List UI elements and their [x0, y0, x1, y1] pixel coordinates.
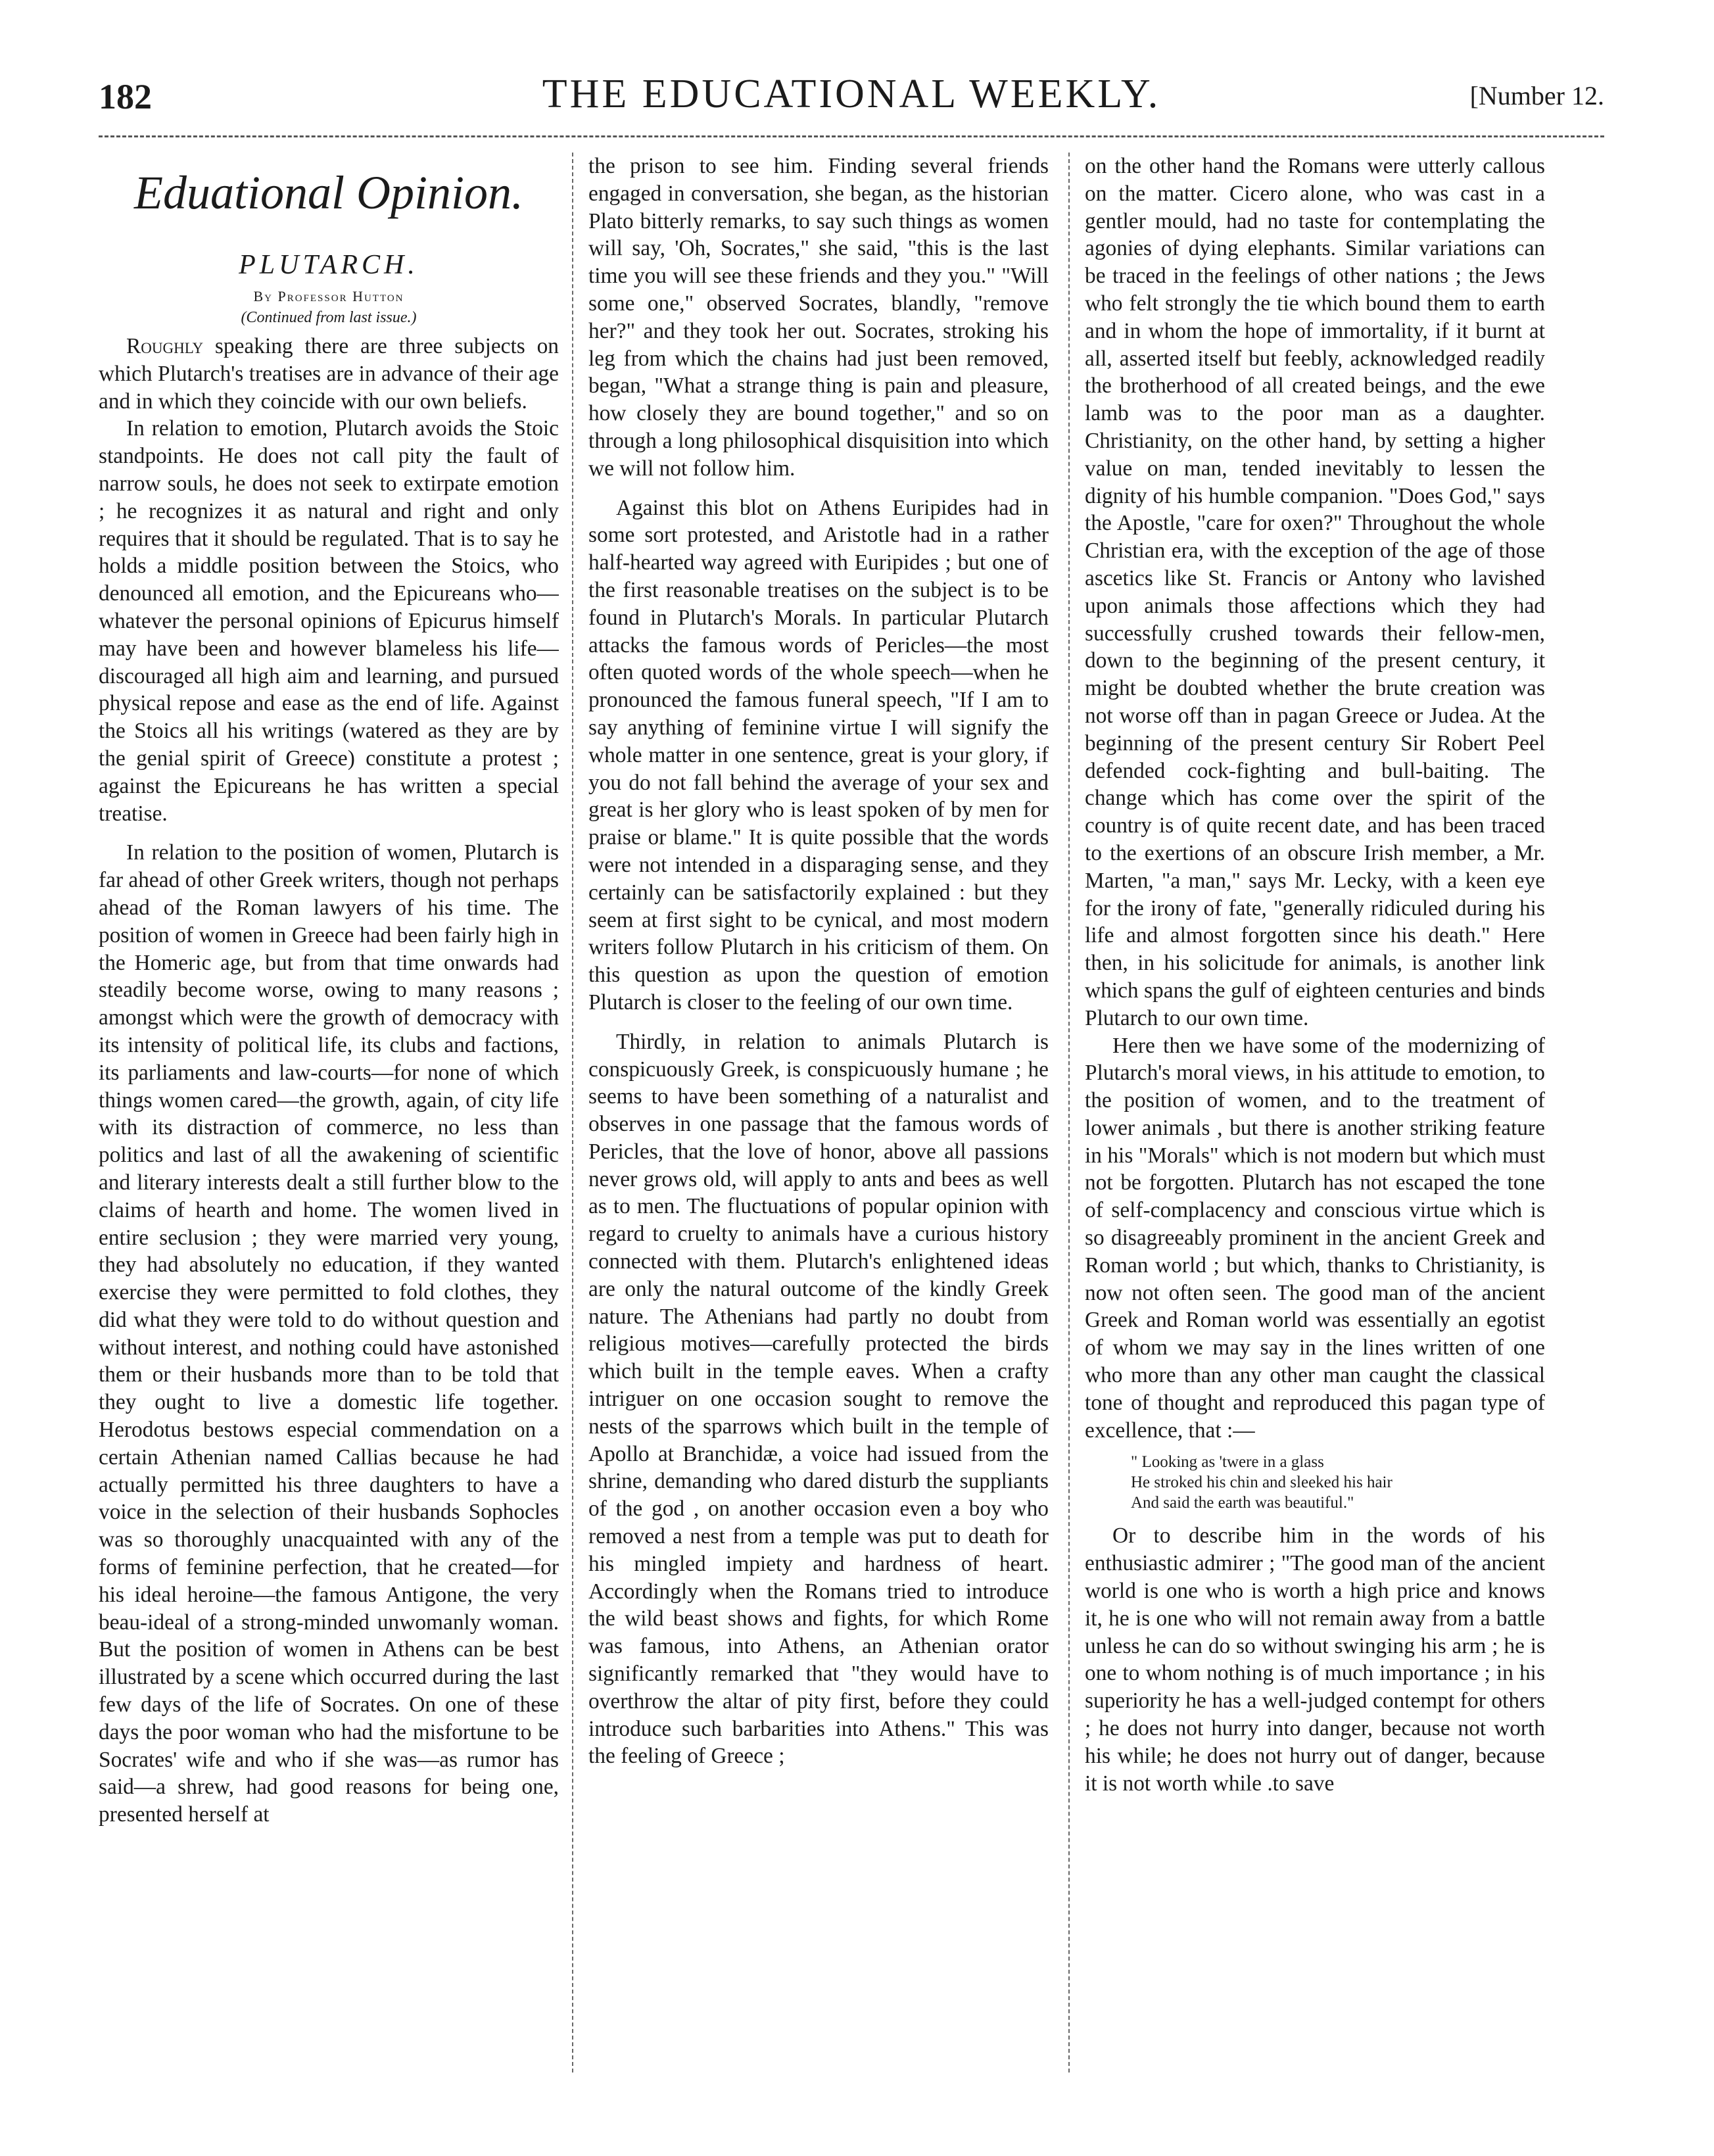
paragraph: Here then we have some of the modernizing of Plutarch's moral views, in his attitude to emotion, to the position of women, and to the treatment of lower animals , but there is another striking feature in his "Morals" which is not modern but which must not be forgotten. Plutarch has not escaped the tone of self-complacency and conscious virtue which is so disagreeably prominent in the ancient Greek and Roman world ; but which, thanks to Christianity, is now not often seen. The good man of the ancient Greek and Roman world was essentially an egotist of whom we may say in the lines written of one who more than any other man caught the classical tone of thought and reproduced this pagan type of excellence, that :— [1085, 1033, 1545, 1443]
paragraph: In relation to the position of women, Plutarch is far ahead of other Greek writers, though not perhaps ahead of the Roman lawyers of his time. The position of women in Greece had been fairly high in the Homeric age, but from that time onwards had steadily become worse, owing to many reasons ; amongst which were the growth of democracy with its intensity of political life, its clubs and factions, its parliaments and law-courts—for none of which things women cared—the growth, again, of city life with its distraction of commerce, no less than politics and last of all the awakening of scientific and literary interests dealt a still further blow to the claims of hearth and home. The women lived in entire seclusion ; they were married very young, they had absolutely no education, if they wanted exercise they were permitted to fold clothes, they did what they were told to do without question and without interest, and nothing could have astonished them or their husbands more than to be told that they ought to live a domestic life together. Herodotus bestows especial commendation on a certain Athenian named Callias because he had actually permitted his three daughters to have a voice in the selection of their husbands Sophocles was so thoroughly unacquainted with any of the forms of feminine perfection, that he created—for his ideal heroine—the famous Antigone, the very beau-ideal of a strong-minded unwomanly woman. But the position of women in Athens can be best illustrated by a scene which occurred during the last few days of the life of Socrates. On one of these days the poor woman who had the misfortune to be Socrates' wife and who if she was—as rumor has said—a shrew, had good reasons for being one, presented herself at [99, 840, 559, 1827]
verse-quote [1131, 1452, 1545, 1513]
paragraph: Thirdly, in relation to animals Plutarch is conspicuously Greek, is conspicuously humane ; he seems to have been something of a naturalist and observes in one passage that the famous words of Pericles, that the love of honor, above all passions never grows old, will apply to ants and bees as well as to men. The fluctuations of popular opinion with regard to cruelty to animals have a curious history connected with them. Plutarch's enlightened ideas are only the natural outcome of the kindly Greek nature. The Athenians had partly no doubt from religious motives—carefully protected the birds which built in the temple eaves. When a crafty intriguer on one occasion sought to remove the nests of the sparrows which built in the temple of Apollo at Branchidæ, a voice had issued from the shrine, demanding who dared disturb the suppliants of the god , on another occasion even a boy who removed a nest from a temple was put to death for his mingled impiety and hardness of heart. Accordingly when the Romans tried to introduce the wild beast shows and fights, for which Rome was famous, into Athens, an Athenian orator significantly remarked that "they would have to overthrow the altar of pity first, before they could introduce such barbarities into Athens." This was the feeling of Greece ; [588, 1029, 1049, 1769]
column-divider [572, 153, 573, 2072]
issue-number: [Number 12. [1469, 81, 1604, 110]
paragraph: on the other hand the Romans were utterly callous on the matter. Cicero alone, who was cast in a gentler mould, had no taste for contemplating the agonies of dying elephants. Similar variations can be traced in the feelings of other nations ; the Jews who felt strongly the tie which bound them to earth and in whom the hope of immortality, if it burnt at all, asserted itself but feebly, acknowledged readily the brotherhood of all created beings, and the ewe lamb was to the poor man as a daughter. Christianity, on the other hand, by setting a higher value on man, tended inevitably to lessen the dignity of his humble companion. "Does God," says the Apostle, "care for oxen?" Throughout the whole Christian era, with the exception of the age of those ascetics like St. Francis or Antony who lavished upon animals those affections which they had successfully crushed towards their fellow-men, down to the beginning of the present century, it might be doubted whether the brute creation was not worse off than in pagan Greece or Judea. At the beginning of the present century Sir Robert Peel defended cock-fighting and bull-baiting. The change which has come over the spirit of the country is of quite recent date, and has been traced to the exertions of an obscure Irish member, a Mr. Marten, "a man," says Mr. Lecky, with a keen eye for the irony of fate, "generally ridiculed during his life and almost forgotten since his death." Here then, in his solicitude for animals, is another link which spans the gulf of eighteen centuries and binds Plutarch to our own time. [1085, 154, 1545, 1030]
drop-word: Roughly [126, 334, 204, 358]
section-heading: Eduational Opinion. [134, 166, 523, 219]
paragraph-text: speaking there are three subjects on which Plutarch's treatises are in advance of their age and in which they coincide with our own beliefs. [99, 334, 559, 414]
paragraph: In relation to emotion, Plutarch avoids the Stoic standpoints. He does not call pity the fault of narrow souls, he does not seek to extirpate emotion ; he recognizes it as natural and right and only requires that it should be regulated. That is to say he holds a middle position between the Stoics, who denounced all emotion, and the Epicureans who—whatever the personal opinions of Epicurus himself may have been and however blameless his life—discouraged all high aim and learning, and pursued physical repose and ease as the end of life. Against the Stoics all his writings (watered as they are by the genial spirit of Greece) constitute a protest ; against the Epicureans he has written a special treatise. [99, 416, 559, 826]
verse-line: And said the earth was beautiful." [1131, 1494, 1354, 1512]
paragraph: Against this blot on Athens Euripides had in some sort protested, and Aristotle had in a rather half-hearted way agreed with Euripides ; but one of the first reasonable treatises on the subject is to be found in Plutarch's Morals. In particular Plutarch attacks the famous words of Pericles—the most often quoted words of the whole speech—when he pronounced the famous funeral speech, "If I am to say anything of feminine virtue I will signify the whole matter in one sentence, great is your glory, if you do not fall behind the average of your sex and great is her glory who is least spoken of by men for praise or blame." It is quite possible that the words were not intended in a disparaging sense, and they certainly can be satisfactorily explained : but they seem at first sight to be cynical, and most modern writers follow Plutarch in his criticism of them. On this question as upon the question of emotion Plutarch is closer to the feeling of our own time. [588, 495, 1049, 1015]
byline: By Professor Hutton [253, 288, 404, 304]
article-title: PLUTARCH. [239, 250, 419, 280]
column-3 [1085, 153, 1545, 2072]
verse-line: He stroked his chin and sleeked his hair [1131, 1473, 1393, 1492]
journal-title: THE EDUCATIONAL WEEKLY. [542, 72, 1161, 116]
column-2 [588, 153, 1049, 2072]
continued-note: (Continued from last issue.) [241, 309, 417, 326]
page-number: 182 [99, 77, 152, 116]
column-divider [1068, 153, 1070, 2072]
verse-line: " Looking as 'twere in a glass [1131, 1453, 1324, 1472]
paragraph [99, 333, 559, 415]
header-rule [99, 135, 1604, 137]
column-1 [99, 153, 559, 2072]
paragraph: the prison to see him. Finding several friends engaged in conversation, she began, as the historian Plato bitterly remarks, to say such things as women will say, 'Oh, Socrates," she said, "this is the last time you will see these friends and they you." "Will some one," observed Socrates, blandly, "remove her?" and they took her out. Socrates, stroking his leg from which the chains had just been removed, began, "What a strange thing is pain and pleasure, how closely they are bound together," and so on through a long philosophical disquisition into which we will not follow him. [588, 154, 1049, 481]
masthead [99, 71, 1604, 137]
paragraph: Or to describe him in the words of his enthusiastic admirer ; "The good man of the ancient world is one who is worth a high price and knows it, he is one who will not remain away from a battle unless he can do so without swinging his arm ; he is one to whom nothing is of much importance ; in his superiority he has a well-judged contempt for others ; he does not hurry into danger, because not worth his while; he does not hurry out of danger, because it is not worth while .to save [1085, 1523, 1545, 1796]
